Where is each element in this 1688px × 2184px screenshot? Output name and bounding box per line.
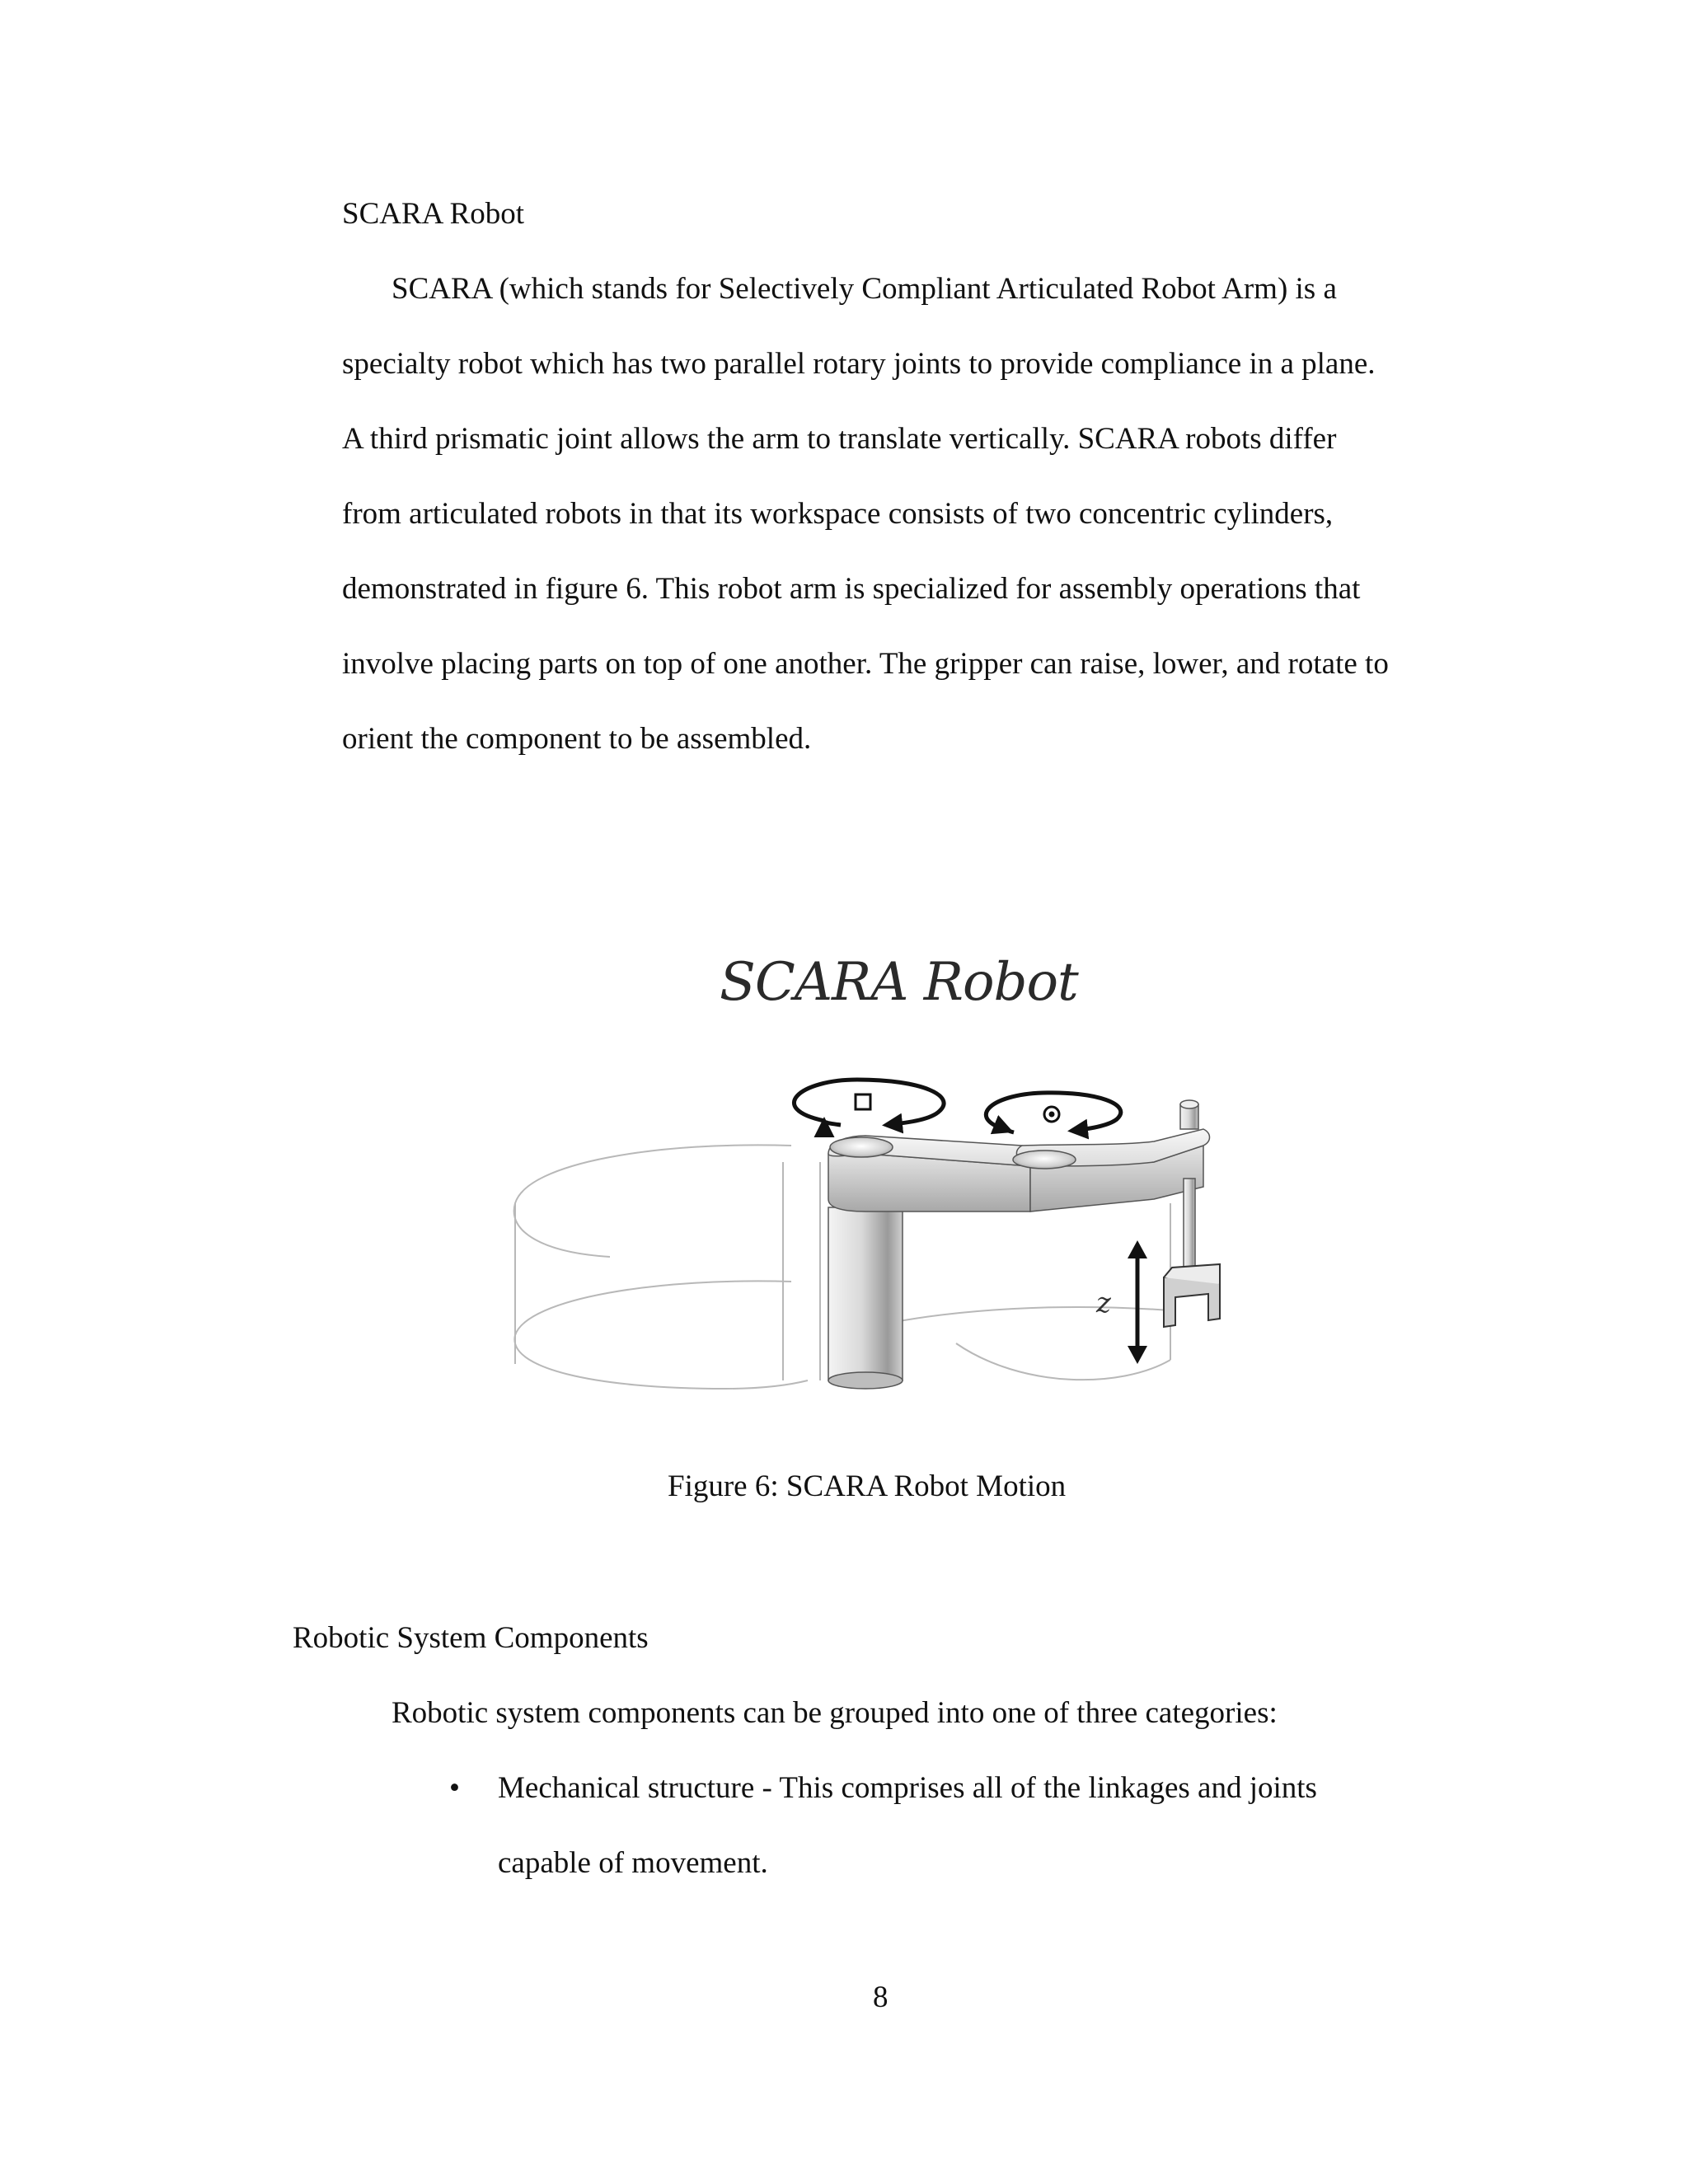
arm-link-1 [828,1136,1039,1212]
paragraph-line: A third prismatic joint allows the arm to translate vertically. SCARA robots differ [342,422,1337,456]
page-number: 8 [873,1980,889,2014]
base-column [828,1207,903,1389]
scara-robot-illustration [495,1063,1236,1418]
rotation-arrow-joint-1 [794,1080,944,1125]
paragraph-line: demonstrated in figure 6. This robot arm is specialized for assembly operations that [342,572,1361,606]
section-heading-scara: SCARA Robot [342,197,525,231]
bullet-item-line: Mechanical structure - This comprises all of the linkages and joints [498,1771,1317,1805]
figure-caption: Figure 6: SCARA Robot Motion [668,1469,1067,1503]
rotation-arrow-joint-2 [986,1093,1120,1132]
paragraph-line: from articulated robots in that its workspace consists of two concentric cylinders, [342,497,1334,531]
bullet-item-line: capable of movement. [498,1846,768,1880]
paragraph-line: specialty robot which has two parallel rotary joints to provide compliance in a plane. [342,347,1376,381]
paragraph-line: involve placing parts on top of one another. The gripper can raise, lower, and rotate to [342,647,1389,681]
bullet-marker: • [449,1771,460,1805]
paragraph-line: Robotic system components can be grouped into one of three categories: [392,1696,1278,1730]
z-axis-arrow [1095,1240,1147,1364]
gripper [1164,1264,1220,1327]
z-axis-label: z [1096,1286,1111,1319]
arm-link-2 [1013,1129,1210,1212]
paragraph-line: orient the component to be assembled. [342,722,812,756]
section-heading-components: Robotic System Components [293,1621,649,1655]
paragraph-line: SCARA (which stands for Selectively Compliant Articulated Robot Arm) is a [392,272,1337,306]
gripper-shaft [1180,1100,1198,1286]
figure-image-title: SCARA Robot [720,952,1078,1013]
